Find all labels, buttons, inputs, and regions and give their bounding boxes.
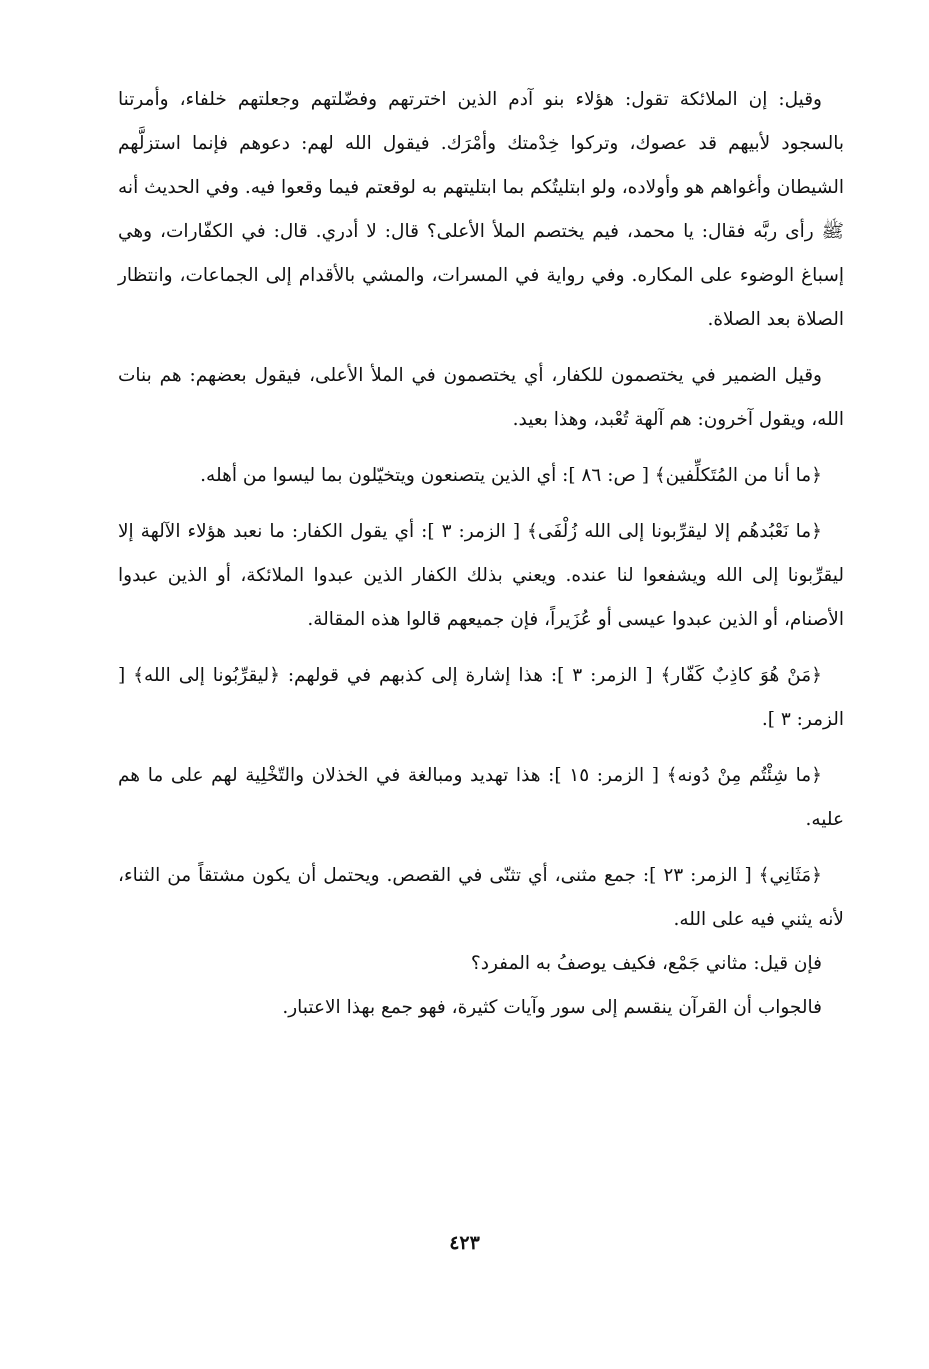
paragraph-angels-speech: وقيل: إن الملائكة تقول: هؤلاء بنو آدم الذين اخترتهم وفضّلتهم وجعلتهم خلفاء، وأمرتنا بالسجود لأبيهم قد عصوك، وتركوا خِدْمتك وأمْرَك. فيقول الله لهم: دعوهم فإنما استزلَّهم الشيطان وأغواهم هو وأولاده، ولو ابتليتُكم بما ابتليتهم به لوقعتم فيما وقعوا فيه. وفي الحديث أنه ﷺ رأى ربَّه فقال: يا محمد، فيم يختصم الملأ الأعلى؟ قال: لا أدري. قال: في الكفّارات، وهي إسباغ الوضوء على المكاره. وفي رواية في المسرات، والمشي بالأقدام إلى الجماعات، وانتظار الصلاة بعد الصلاة.: [118, 89, 844, 330]
page-body: [118, 78, 844, 1030]
paragraph-zulfa: ﴿ما نَعْبُدهُم إلا ليقرِّبونا إلى الله زُلْفَى﴾ [ الزمر: ٣ ]: أي يقول الكفار: ما نعبد هؤلاء الآلهة إلا ليقرِّبونا إلى الله ويشفعوا لنا عنده. ويعني بذلك الكفار الذين عبدوا الملائكة، أو الذين عبدوا الأصنام، أو الذين عبدوا عيسى أو عُزَيراً، فإن جميعهم قالوا هذه المقالة.: [118, 521, 844, 630]
paragraph-ma-shitum: ﴿ما شِئْتُم مِنْ دُونه﴾ [ الزمر: ١٥ ]: هذا تهديد ومبالغة في الخذلان والتّخْلِية لهم على ما هم عليه.: [118, 765, 844, 830]
paragraph-kadhib-kaffar: ﴿مَنْ هُوَ كاذِبٌ كَفّار﴾ [ الزمر: ٣ ]: هذا إشارة إلى كذبهم في قولهم: ﴿ليقرِّبُونا إلى الله﴾ [ الزمر: ٣ ].: [118, 665, 844, 730]
paragraph-mathani: ﴿مَثَانِي﴾ [ الزمر: ٢٣ ]: جمع مثنى، أي تثنّى في القصص. ويحتمل أن يكون مشتقاً من الثناء، لأنه يثني فيه على الله.: [118, 865, 844, 930]
page-number: ٤٢٣: [449, 1232, 480, 1254]
paragraph-mutakallifin: ﴿ما أنا من المُتَكلِّفين﴾ [ ص: ٨٦ ]: أي الذين يتصنعون ويتخيّلون بما ليسوا من أهله.: [200, 465, 822, 486]
paragraph-question: فإن قيل: مثاني جَمْع، فكيف يوصفُ به المفرد؟: [470, 953, 822, 974]
paragraph-pronoun-disputes: وقيل الضمير في يختصمون للكفار، أي يختصمون في الملأ الأعلى، فيقول بعضهم: هم بنات الله، ويقول آخرون: هم آلهة تُعْبد، وهذا بعيد.: [118, 365, 844, 430]
paragraph-answer: فالجواب أن القرآن ينقسم إلى سور وآيات كثيرة، فهو جمع بهذا الاعتبار.: [282, 997, 822, 1018]
